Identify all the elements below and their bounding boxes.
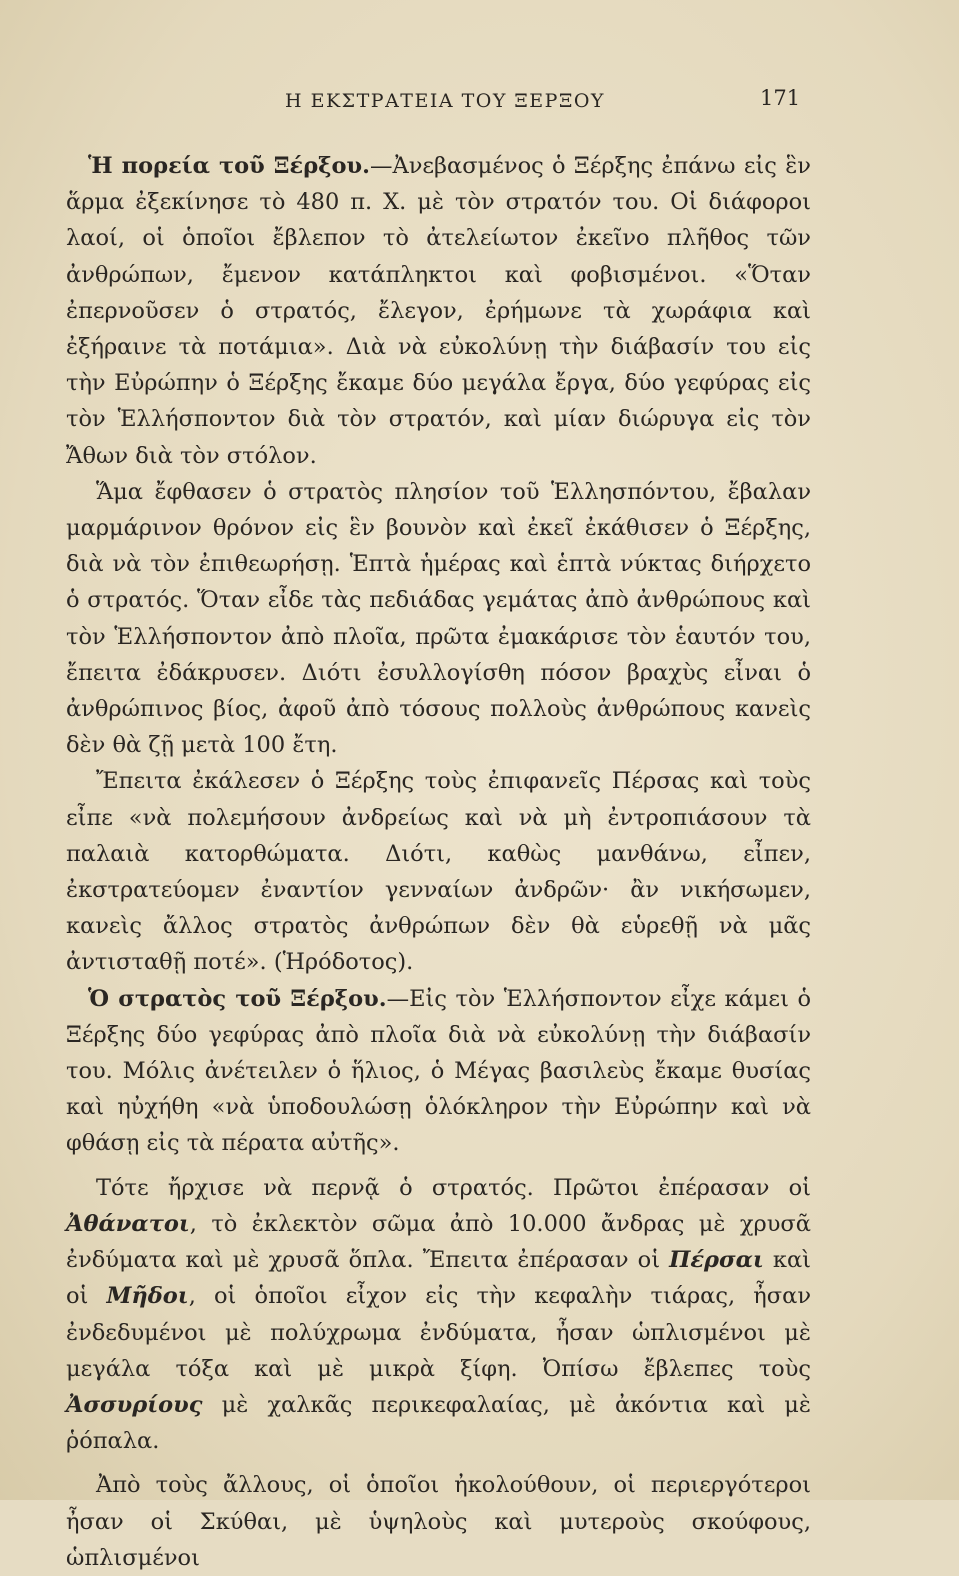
section-heading-army: Ὁ στρατὸς τοῦ Ξέρξου. [88, 985, 387, 1012]
paragraph-1 [66, 148, 811, 474]
paragraph-5-text-2: , τὸ ἐκλεκτὸν σῶμα ἀπὸ 10.000 ἄνδρας μὲ χρυσᾶ ἐνδύματα καὶ μὲ χρυσᾶ ὅπλα. Ἔπειτα ἐπέρασαν οἱ [66, 1210, 811, 1274]
paragraph-1-text: —Ἀνεβασμένος ὁ Ξέρξης ἐπάνω εἰς ἓν ἅρμα ἐξεκίνησε τὸ 480 π. Χ. μὲ τὸν στρατόν του. Οἱ διάφοροι λαοί, οἱ ὁποῖοι ἔβλεπον τὸ ἀτελείωτον ἐκεῖνο πλῆθος τῶν ἀνθρώπων, ἔμενον κατάπληκτοι καὶ φοβισμένοι. «Ὅταν ἐπερνοῦσεν ὁ στρατός, ἔλεγον, ἐρήμωνε τὰ χωράφια καὶ ἐξήραινε τὰ ποτάμια». Διὰ νὰ εὐκολύνῃ τὴν διάβασίν του εἰς τὴν Εὐρώπην ὁ Ξέρξης ἔκαμε δύο μεγάλα ἔργα, δύο γεφύρας εἰς τὸν Ἑλλήσποντον διὰ τὸν στρατόν, καὶ μίαν διώρυγα εἰς τὸν Ἄθων διὰ τὸν στόλον. [66, 153, 811, 469]
paragraph-5-text-4: , οἱ ὁποῖοι εἶχον εἰς τὴν κεφαλὴν τιάρας, ἦσαν ἐνδεδυμένοι μὲ πολύχρωμα ἐνδύματα, ἦσαν ὡπλισμένοι μὲ μεγάλα τόξα καὶ μὲ μικρὰ ξίφη. Ὀπίσω ἔβλεπες τοὺς [66, 1283, 811, 1382]
term-medoi: Μῆδοι [106, 1283, 189, 1310]
term-athanatoi: Ἀθάνατοι [66, 1210, 190, 1237]
section-heading-march: Ἡ πορεία τοῦ Ξέρξου. [88, 153, 370, 179]
running-title: Η ΕΚΣΤΡΑΤΕΙΑ ΤΟΥ ΞΕΡΞΟΥ [285, 90, 605, 112]
paragraph-5-text-3: καὶ οἱ [66, 1247, 811, 1310]
paragraph-5-text-5: μὲ χαλκᾶς περικεφαλαίας, μὲ ἀκόντια καὶ μὲ ῥόπαλα. [66, 1391, 811, 1455]
paragraph-4 [66, 981, 811, 1162]
term-persai: Πέρσαι [669, 1247, 764, 1274]
paragraph-5-text-1: Τότε ἤρχισε νὰ περνᾷ ὁ στρατός. Πρῶτοι ἐπέρασαν οἱ [96, 1174, 811, 1201]
paragraph-4-text: —Εἰς τὸν Ἑλλήσποντον εἶχε κάμει ὁ Ξέρξης δύο γεφύρας ἀπὸ πλοῖα διὰ νὰ εὐκολύνῃ τὴν διάβασίν του. Μόλις ἀνέτειλεν ὁ ἥλιος, ὁ Μέγας βασιλεὺς ἔκαμε θυσίας καὶ ηὐχήθη «νὰ ὑποδουλώσῃ ὁλόκληρον τὴν Εὐρώπην καὶ νὰ φθάσῃ εἰς τὰ πέρατα αὐτῆς». [66, 985, 812, 1157]
paragraph-5 [66, 1170, 811, 1460]
paragraph-6: Ἀπὸ τοὺς ἄλλους, οἱ ὁποῖοι ἠκολούθουν, οἱ περιεργότεροι ἦσαν οἱ Σκύθαι, μὲ ὑψηλοὺς καὶ μυτεροὺς σκούφους, ὡπλισμένοι [66, 1472, 811, 1571]
body-text [66, 148, 811, 1576]
paragraph-2: Ἅμα ἔφθασεν ὁ στρατὸς πλησίον τοῦ Ἑλλησπόντου, ἔβαλαν μαρμάρινον θρόνον εἰς ἓν βουνὸν καὶ ἐκεῖ ἐκάθισεν ὁ Ξέρξης, διὰ νὰ τὸν ἐπιθεωρήσῃ. Ἑπτὰ ἡμέρας καὶ ἑπτὰ νύκτας διήρχετο ὁ στρατός. Ὅταν εἶδε τὰς πεδιάδας γεμάτας ἀπὸ ἀνθρώπους καὶ τὸν Ἑλλήσποντον ἀπὸ πλοῖα, πρῶτα ἐμακάρισε τὸν ἑαυτόν του, ἔπειτα ἐδάκρυσεν. Διότι ἐσυλλογίσθη πόσον βραχὺς εἶναι ὁ ἀνθρώπινος βίος, ἀφοῦ ἀπὸ τόσους πολλοὺς ἀνθρώπους κανεὶς δὲν θὰ ζῇ μετὰ 100 ἔτη. [66, 478, 811, 759]
paragraph-3: Ἔπειτα ἐκάλεσεν ὁ Ξέρξης τοὺς ἐπιφανεῖς Πέρσας καὶ τοὺς εἶπε «νὰ πολεμήσουν ἀνδρείως καὶ νὰ μὴ ἐντροπιάσουν τὰ παλαιὰ κατορθώματα. Διότι, καθὼς μανθάνω, εἶπεν, ἐκστρατεύομεν ἐναντίον γενναίων ἀνδρῶν· ἂν νικήσωμεν, κανεὶς ἄλλος στρατὸς ἀνθρώπων δὲν θὰ εὑρεθῇ νὰ μᾶς ἀντισταθῇ ποτέ». (Ἡρόδοτος). [66, 768, 811, 976]
page-number: 171 [760, 86, 801, 110]
page-header [0, 86, 959, 120]
term-assyrioi: Ἀσσυρίους [66, 1391, 203, 1418]
